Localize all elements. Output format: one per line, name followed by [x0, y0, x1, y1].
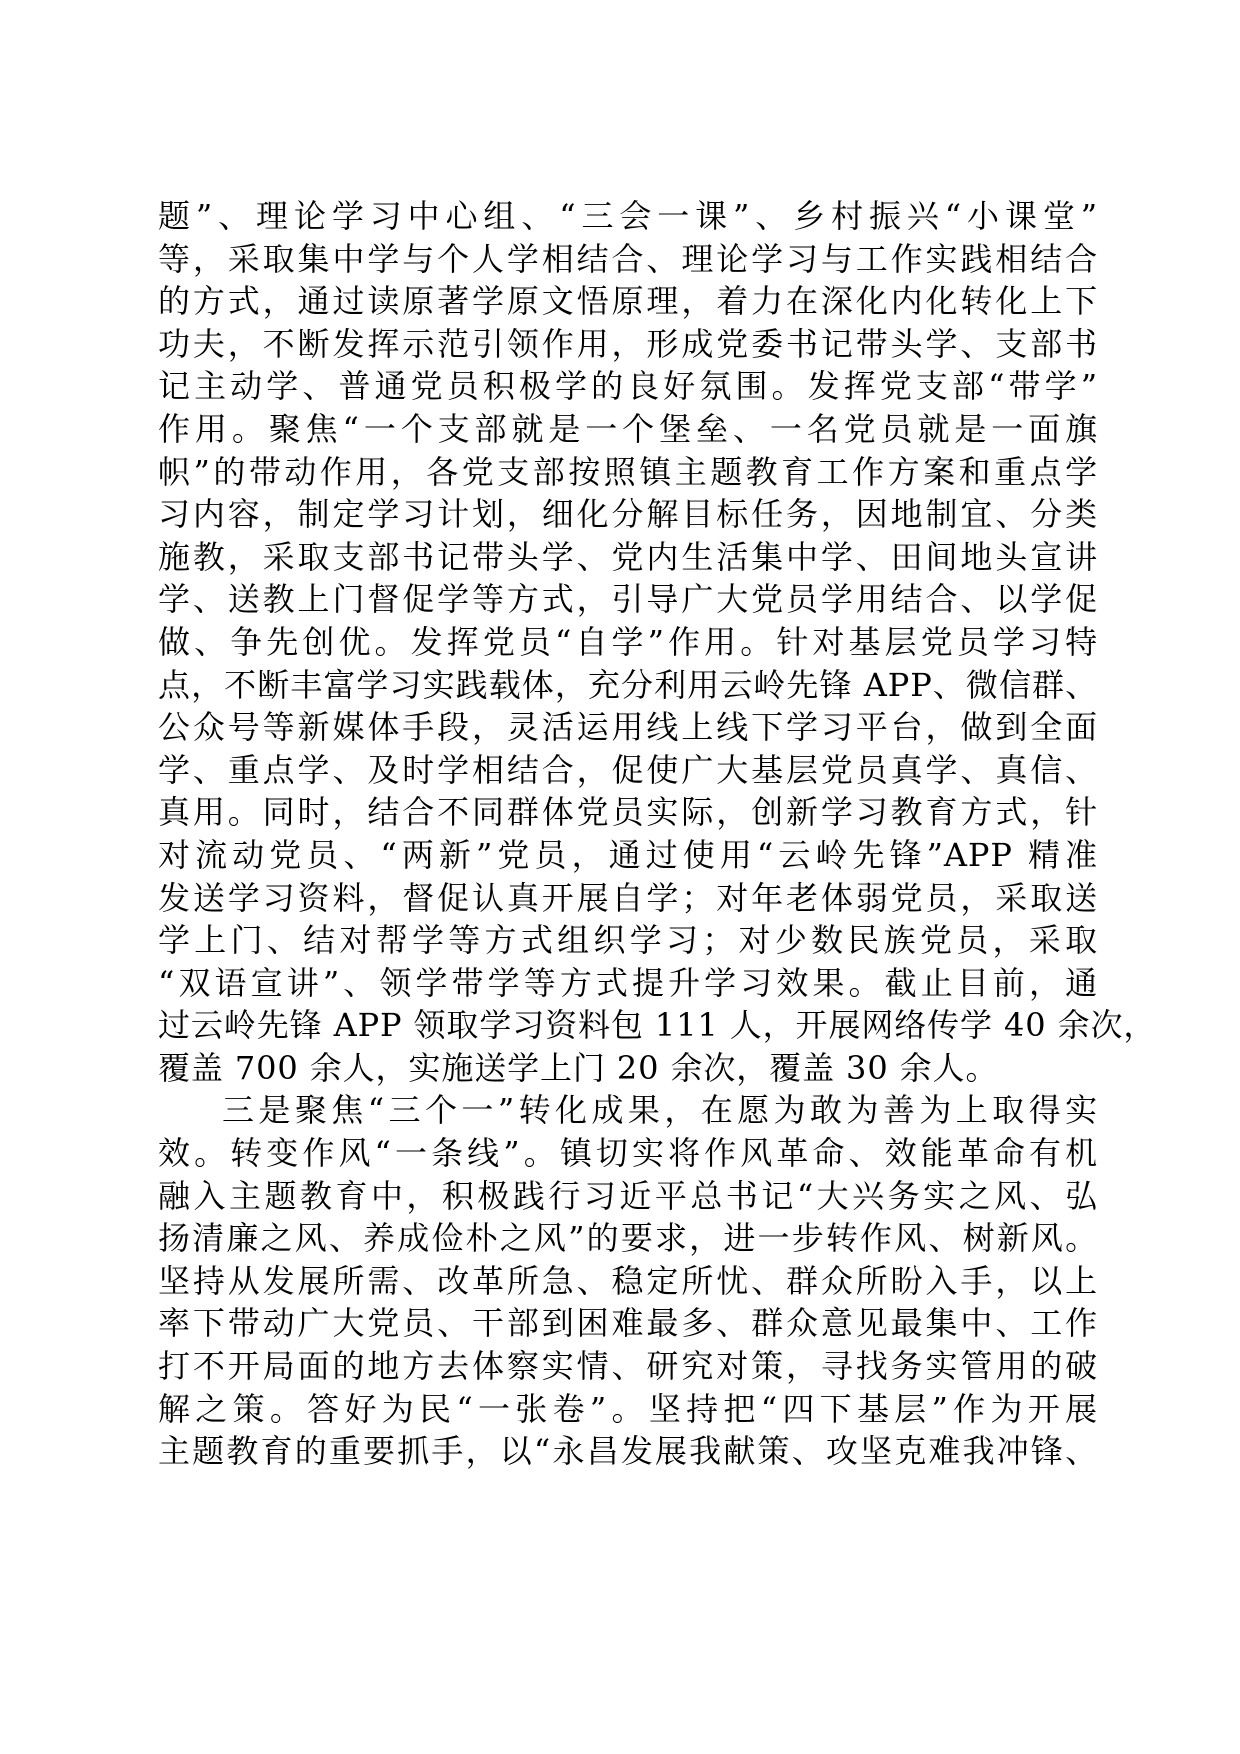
text-line: 作用。聚焦“一个支部就是一个堡垒、一名党员就是一面旗: [158, 409, 1098, 448]
text-line: 功夫，不断发挥示范引领作用，形成党委书记带头学、支部书: [158, 324, 1098, 363]
text-line: 帜”的带动作用，各党支部按照镇主题教育工作方案和重点学: [158, 452, 1098, 491]
text-line: 扬清廉之风、养成俭朴之风”的要求，进一步转作风、树新风。: [158, 1219, 1098, 1258]
text-line: “双语宣讲”、领学带学等方式提升学习效果。截止目前，通: [158, 963, 1098, 1002]
text-line: 等，采取集中学与个人学相结合、理论学习与工作实践相结合: [158, 239, 1098, 278]
text-line: 解之策。答好为民“一张卷”。坚持把“四下基层”作为开展: [158, 1389, 1098, 1428]
text-line: 坚持从发展所需、改革所急、稳定所忧、群众所盼入手，以上: [158, 1261, 1098, 1300]
body-text: [158, 195, 1157, 1473]
text-line: 效。转变作风“一条线”。镇切实将作风革命、效能革命有机: [158, 1134, 1098, 1173]
text-line-paragraph-start: 三是聚焦“三个一”转化成果，在愿为敢为善为上取得实: [222, 1091, 1098, 1130]
text-line: 真用。同时，结合不同群体党员实际，创新学习教育方式，针: [158, 793, 1098, 832]
text-line: 学、重点学、及时学相结合，促使广大基层党员真学、真信、: [158, 750, 1098, 789]
text-line: 主题教育的重要抓手，以“永昌发展我献策、攻坚克难我冲锋、: [158, 1432, 1098, 1471]
text-line: 施教，采取支部书记带头学、党内生活集中学、田间地头宣讲: [158, 537, 1098, 576]
text-line: 学上门、结对帮学等方式组织学习；对少数民族党员，采取: [158, 921, 1098, 960]
text-line: 发送学习资料，督促认真开展自学；对年老体弱党员，采取送: [158, 878, 1098, 917]
text-line: 率下带动广大党员、干部到困难最多、群众意见最集中、工作: [158, 1304, 1098, 1343]
text-line: 点，不断丰富学习实践载体，充分利用云岭先锋 APP、微信群、: [158, 665, 1098, 704]
text-line: 打不开局面的地方去体察实情、研究对策，寻找务实管用的破: [158, 1347, 1098, 1386]
text-line: 过云岭先锋 APP 领取学习资料包 111 人，开展网络传学 40 余次，: [158, 1006, 1157, 1045]
text-line: 对流动党员、“两新”党员，通过使用“云岭先锋”APP 精准: [158, 835, 1098, 874]
text-line: 的方式，通过读原著学原文悟原理，着力在深化内化转化上下: [158, 282, 1098, 321]
text-line: 题”、理论学习中心组、“三会一课”、乡村振兴“小课堂”: [158, 197, 1098, 235]
text-line: 学、送教上门督促学等方式，引导广大党员学用结合、以学促: [158, 580, 1098, 619]
text-line: 做、争先创优。发挥党员“自学”作用。针对基层党员学习特: [158, 622, 1098, 661]
text-line-paragraph-end: 覆盖 700 余人，实施送学上门 20 余次，覆盖 30 余人。: [158, 1048, 999, 1087]
text-line: 融入主题教育中，积极践行习近平总书记“大兴务实之风、弘: [158, 1176, 1098, 1215]
text-line: 习内容，制定学习计划，细化分解目标任务，因地制宜、分类: [158, 495, 1098, 534]
text-line: 记主动学、普通党员积极学的良好氛围。发挥党支部“带学”: [158, 367, 1098, 406]
text-line: 公众号等新媒体手段，灵活运用线上线下学习平台，做到全面: [158, 708, 1098, 747]
